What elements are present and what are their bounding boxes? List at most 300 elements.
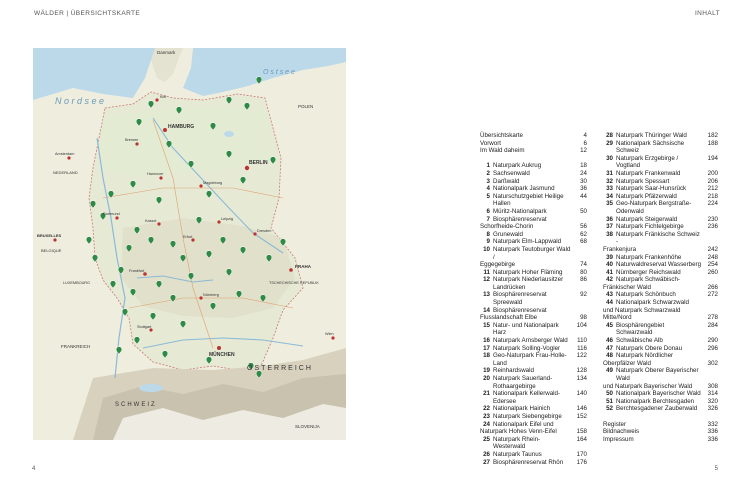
toc-entry-page: 296 <box>707 344 718 352</box>
label-wien: Wien <box>325 332 334 336</box>
label-tschechien: TSCHECHISCHE REPUBLIK <box>269 281 319 285</box>
toc-entry-title: Sachsenwald <box>493 169 530 177</box>
toc-entry-page: 284 <box>707 321 718 329</box>
toc-entry <box>480 170 587 178</box>
toc-entry-page: 248 <box>707 253 718 261</box>
toc-entry-page: 254 <box>707 261 718 269</box>
toc-entry <box>603 132 718 140</box>
toc-entry-title: Nationalpark Jasmund <box>493 185 555 193</box>
toc-spacer <box>603 413 718 421</box>
toc-entry-number: 13 <box>483 291 490 299</box>
toc-entry <box>480 314 587 322</box>
toc-entry-title: und Naturpark Schwarzwald <box>603 306 681 314</box>
toc-entry-title: Biosphärenreservat Rhön <box>493 458 564 466</box>
toc-entry-page: 56 <box>580 223 587 231</box>
label-bremen: Bremen <box>125 138 139 142</box>
toc-entry <box>603 352 718 360</box>
germany-map-graphic <box>33 48 346 440</box>
toc-entry-page: 152 <box>576 412 587 420</box>
toc-entry <box>603 155 718 170</box>
toc-entry-page: 74 <box>580 261 587 269</box>
toc-entry-title: Naturwaldreservat Wasserberg <box>616 261 702 269</box>
toc-entry-page: 44 <box>580 192 587 200</box>
city-dot-berlin <box>245 166 249 170</box>
toc-entry-title: Naturpark Obere Donau <box>616 344 683 352</box>
toc-entry <box>603 231 718 246</box>
label-frankreich: FRANKREICH <box>61 344 91 349</box>
toc-entry-title: Naturpark Oberer Bayerischer Wald <box>616 367 699 382</box>
toc-entry-page: 308 <box>707 382 718 390</box>
toc-entry-number: 39 <box>606 253 613 261</box>
city-dot-muenchen <box>217 346 221 350</box>
toc-entry-number: 49 <box>606 367 613 375</box>
toc-entry-title: Impressum <box>603 435 634 443</box>
toc-entry <box>603 428 718 436</box>
label-kiel: Kiel <box>160 95 167 99</box>
toc-spacer <box>480 155 587 163</box>
city-dot-kassel <box>157 222 160 225</box>
toc-entry-page: 80 <box>580 268 587 276</box>
label-dresden: Dresden <box>257 229 272 233</box>
toc-entry-number: 5 <box>486 192 490 200</box>
toc-entry-page: 320 <box>707 397 718 405</box>
toc-entry-page: 326 <box>707 405 718 413</box>
toc-entry-title: und Naturpark Bayerischer Wald <box>603 382 693 390</box>
toc-entry-title: Reinhardswald <box>493 367 534 375</box>
toc-entry-title: Schorfheide-Chorin <box>480 223 534 231</box>
toc-entry-title: Naturpark Arnsberger Wald <box>493 337 568 345</box>
running-header-right: INHALT <box>694 10 720 17</box>
toc-entry-title: Schwäbische Alb <box>616 337 663 345</box>
toc-entry-title: Naturpark Thüringer Wald <box>616 132 687 139</box>
toc-entry <box>603 178 718 186</box>
toc-entry-page: 314 <box>707 390 718 398</box>
toc-entry <box>480 307 587 315</box>
toc-entry-number: 37 <box>606 223 613 231</box>
toc-entry <box>480 322 587 337</box>
toc-entry-number: 40 <box>606 261 613 269</box>
toc-entry <box>603 170 718 178</box>
toc-entry <box>603 193 718 201</box>
toc-entry-title: Naturpark Frankenhöhe <box>616 253 682 261</box>
toc-entry <box>603 322 718 337</box>
toc-entry-number: 19 <box>483 367 490 375</box>
toc-entry-page: 62 <box>580 230 587 238</box>
toc-entry <box>480 178 587 186</box>
page-number-left: 4 <box>32 466 36 472</box>
toc-entry-page: 98 <box>580 314 587 322</box>
toc-entry-title: Müritz-Nationalpark <box>493 207 547 215</box>
toc-entry-number: 17 <box>483 344 490 352</box>
toc-entry-number: 28 <box>606 132 613 139</box>
toc-entry-number: 34 <box>606 192 613 200</box>
toc-entry-page: 122 <box>576 352 587 360</box>
toc-entry-number: 26 <box>483 450 490 458</box>
toc-entry-page: 164 <box>576 435 587 443</box>
toc-entry-page: 336 <box>707 435 718 443</box>
toc-entry-title: Geo-Naturpark Frau-Holle-Land <box>493 352 567 367</box>
toc-entry-number: 46 <box>606 337 613 345</box>
toc-entry <box>480 269 587 277</box>
toc-entry-page: 188 <box>707 139 718 147</box>
toc-entry-page: 36 <box>580 185 587 193</box>
toc-entry-page: 242 <box>707 245 718 253</box>
toc-entry-page: 18 <box>580 162 587 170</box>
label-erfurt: Erfurt <box>183 235 193 239</box>
toc-entry <box>480 352 587 367</box>
toc-entry-title: Register <box>603 420 627 428</box>
toc-entry-page: 128 <box>576 367 587 375</box>
overview-map <box>33 48 346 440</box>
toc-entry-page: 176 <box>576 458 587 466</box>
toc-entry-title: Geo-Naturpark Bergstraße-Odenwald <box>616 200 692 215</box>
toc-entry <box>480 451 587 459</box>
toc-entry-number: 41 <box>606 268 613 276</box>
toc-entry <box>480 375 587 390</box>
toc-entry-title: Naturpark Nördlicher <box>616 352 674 360</box>
toc-entry-title: Naturpark Frankenwald <box>616 169 681 177</box>
toc-entry <box>480 390 587 405</box>
toc-entry-title: Biosphärengebiet Schwarzwald <box>616 321 665 337</box>
toc-entry-number: 9 <box>486 238 490 246</box>
toc-entry-title: Vorwort <box>480 139 501 147</box>
label-amsterdam: Amsterdam <box>55 152 75 156</box>
toc-entry-number: 7 <box>486 215 490 223</box>
toc-entry-title: Biosphärenreservat <box>493 215 547 223</box>
toc-entry <box>603 345 718 353</box>
toc-entry-page: 278 <box>707 314 718 322</box>
toc-entry-number: 24 <box>483 420 490 428</box>
toc-entry-title: Bildnachweis <box>603 428 640 436</box>
toc-entry-page: 236 <box>707 223 718 231</box>
toc-entry-title: Naturpark Hoher Fläming <box>493 268 563 276</box>
toc-entry-title: Naturpark Teutoburger Wald / <box>493 245 571 261</box>
toc-entry-title: Natur- und Nationalpark Harz <box>493 321 559 337</box>
toc-entry-title: Naturpark Fichtelgebirge <box>616 223 684 231</box>
toc-entry-title: Nürnberger Reichswald <box>616 268 681 276</box>
toc-entry-title: Naturpark Aukrug <box>493 162 542 170</box>
toc-entry <box>480 459 587 467</box>
toc-entry <box>480 147 587 155</box>
toc-entry-title: Naturpark Schwäbisch- <box>616 276 680 284</box>
toc-entry-number: 43 <box>606 291 613 299</box>
toc-entry <box>603 261 718 269</box>
toc-entry <box>603 246 718 254</box>
toc-entry-number: 52 <box>606 405 613 413</box>
toc-entry <box>480 208 587 216</box>
toc-entry-title: Naturpark Sauerland-Rothaargebirge <box>493 375 553 390</box>
toc-entry-number: 4 <box>486 185 490 193</box>
toc-entry-number: 2 <box>486 169 490 177</box>
bodensee <box>139 384 163 392</box>
toc-entry <box>603 299 718 307</box>
toc-entry-title: Naturpark Pfälzerwald <box>616 192 677 200</box>
toc-entry-number: 3 <box>486 177 490 185</box>
label-frankfurt: Frankfurt <box>129 269 145 273</box>
toc-entry-title: Naturpark Spessart <box>616 177 670 185</box>
toc-entry-page: 182 <box>707 132 718 139</box>
toc-entry <box>603 337 718 345</box>
label-hamburg: HAMBURG <box>168 124 195 130</box>
toc-entry <box>480 367 587 375</box>
toc-entry-page: 30 <box>580 177 587 185</box>
toc-entry-number: 44 <box>606 299 613 307</box>
label-stuttgart: Stuttgart <box>137 325 152 329</box>
toc-entry-number: 8 <box>486 230 490 238</box>
toc-entry-title: Mitte/Nord <box>603 314 632 322</box>
label-berlin: BERLIN <box>249 160 268 166</box>
toc-entry-page: 200 <box>707 169 718 177</box>
toc-entry-page: 116 <box>577 344 587 352</box>
toc-entry-page: 230 <box>707 215 718 223</box>
toc-entry-number: 50 <box>606 390 613 398</box>
toc-entry-title: Nationalpark Eifel und <box>493 420 554 428</box>
toc-entry <box>603 383 718 391</box>
toc-column-left <box>480 132 587 466</box>
toc-entry <box>603 269 718 277</box>
toc-entry-number: 25 <box>483 435 490 443</box>
label-nuernberg: Nürnberg <box>203 293 219 297</box>
toc-entry-page: 86 <box>580 276 587 284</box>
mueritz-lake <box>224 131 234 137</box>
toc-entry-title: Grunewald <box>493 230 523 238</box>
toc-entry-page: 146 <box>576 405 587 413</box>
toc-entry-number: 31 <box>606 169 613 177</box>
toc-entry <box>603 390 718 398</box>
toc-entry-number: 22 <box>483 405 490 413</box>
toc-entry <box>480 261 587 269</box>
label-danmark: Danmark <box>157 50 176 55</box>
toc-entry-title: Flusslandschaft Elbe <box>480 314 538 322</box>
toc-entry-title: Naturpark Taunus <box>493 450 542 458</box>
toc-entry <box>480 246 587 261</box>
toc-entry-page: 332 <box>707 420 718 428</box>
toc-entry-page: 194 <box>707 154 718 162</box>
city-dot-praha <box>289 268 293 272</box>
toc-entry-page: 224 <box>707 200 718 208</box>
toc-entry-number: 27 <box>483 458 490 466</box>
toc-entry-number: 15 <box>483 321 490 329</box>
toc-entry-title: Nationalpark Bayerischer Wald <box>616 390 701 398</box>
label-dortmund: Dortmund <box>103 212 120 216</box>
toc-entry-title: Nationalpark Hainich <box>493 405 551 413</box>
toc-entry-number: 1 <box>486 162 490 170</box>
toc-entry <box>480 276 587 291</box>
toc-entry <box>480 193 587 208</box>
toc-entry-title: Nationalpark Schwarzwald <box>616 299 689 307</box>
toc-entry <box>603 223 718 231</box>
toc-entry-title: Nationalpark Sächsische Schweiz <box>616 139 685 155</box>
toc-entry <box>603 405 718 413</box>
toc-entry-page: 134 <box>576 375 587 382</box>
toc-entry-page: 212 <box>707 185 718 193</box>
toc-entry <box>603 284 718 292</box>
toc-entry <box>603 216 718 224</box>
toc-entry-number: 20 <box>483 375 490 382</box>
toc-entry-number: 29 <box>606 139 613 147</box>
toc-entry-title: Oberpfälzer Wald <box>603 359 651 367</box>
city-dot-wien <box>331 336 334 339</box>
toc-entry <box>603 421 718 429</box>
toc-entry-number: 48 <box>606 352 613 360</box>
toc-entry <box>603 307 718 315</box>
toc-entry-page: 218 <box>707 192 718 200</box>
toc-entry <box>603 360 718 368</box>
toc-entry <box>480 345 587 353</box>
toc-entry-page: 206 <box>707 177 718 185</box>
toc-entry <box>480 337 587 345</box>
label-praha: PRAHA <box>295 264 312 269</box>
toc-entry-number: 47 <box>606 344 613 352</box>
toc-entry-title: Naturpark Solling-Vogler <box>493 344 561 352</box>
toc-entry-number: 10 <box>483 245 490 253</box>
toc-entry <box>603 276 718 284</box>
toc-entry-page: 104 <box>576 321 587 329</box>
label-oesterreich: ÖSTERREICH <box>247 365 313 372</box>
city-dot-hannover <box>159 176 162 179</box>
toc-entry <box>480 291 587 306</box>
city-dot-hamburg <box>163 128 167 132</box>
toc-entry-title: Berchtesgadener Zauberwald <box>616 405 698 413</box>
toc-entry <box>603 140 718 155</box>
label-luxembourg: LUXEMBOURG <box>63 281 91 285</box>
label-muenchen: MÜNCHEN <box>209 352 235 358</box>
toc-entry-number: 38 <box>606 230 613 238</box>
label-polen: POLEN <box>298 104 314 109</box>
toc-entry-page: 302 <box>707 359 718 367</box>
toc-entry <box>480 216 587 224</box>
toc-entry <box>480 185 587 193</box>
toc-entry <box>480 413 587 421</box>
toc-entry <box>603 398 718 406</box>
toc-entry-page: 24 <box>580 169 587 177</box>
toc-entry-number: 51 <box>606 397 613 405</box>
toc-entry-title: Naturpark Siebengebirge <box>493 412 562 420</box>
toc-entry-title: Naturpark Schönbuch <box>616 291 676 299</box>
toc-entry <box>480 140 587 148</box>
city-dot-bruxelles <box>53 238 56 241</box>
toc-entry-title: Biosphärenreservat Spreewald <box>493 291 547 307</box>
toc-entry-title: Übersichtskarte <box>480 132 523 139</box>
toc-entry <box>603 291 718 299</box>
toc-entry-number: 35 <box>606 200 613 208</box>
toc-column-right <box>603 132 718 443</box>
toc-entry <box>603 436 718 444</box>
toc-entry <box>480 421 587 429</box>
city-dot-bremen <box>135 142 138 145</box>
toc-entry-page: 170 <box>576 450 587 458</box>
toc-entry-page: 272 <box>707 291 718 299</box>
city-dot-kiel <box>155 98 158 101</box>
toc-entry-page: 4 <box>583 132 587 139</box>
toc-entry-title: Naturpark Elm-Lappwald <box>493 238 562 246</box>
toc-entry-number: 11 <box>483 268 490 276</box>
toc-entry-number: 18 <box>483 352 490 360</box>
toc-entry-number: 21 <box>483 390 490 398</box>
label-ostsee: O s t s e e <box>263 69 295 76</box>
toc-entry <box>480 436 587 451</box>
toc-entry-number: 33 <box>606 185 613 193</box>
toc-entry <box>603 254 718 262</box>
toc-entry-title: Darßwald <box>493 177 520 185</box>
label-belgique: BELGIQUE <box>41 248 62 253</box>
label-bruxelles: BRUXELLES <box>37 233 62 238</box>
toc-entry-title: Naturpark Fränkische Schweiz - <box>616 230 700 246</box>
toc-entry <box>603 185 718 193</box>
toc-entry-number: 12 <box>483 276 490 284</box>
toc-entry-page: 140 <box>576 390 587 398</box>
toc-entry-title: Naturpark Steigerwald <box>616 215 678 223</box>
toc-entry-page: 290 <box>707 337 718 345</box>
label-leipzig: Leipzig <box>221 217 234 221</box>
toc-entry-title: Naturpark Erzgebirge / Vogtland <box>616 154 679 170</box>
toc-entry-number: 16 <box>483 337 490 345</box>
label-slovenija: SLOVENIJA <box>295 424 320 429</box>
toc-entry <box>480 162 587 170</box>
label-nederland: NEDERLAND <box>53 170 78 175</box>
toc-entry-number: 23 <box>483 412 490 420</box>
label-nordsee: N o r d s e e <box>55 96 105 106</box>
toc-entry-title: Frankenjura <box>603 245 637 253</box>
toc-entry <box>603 314 718 322</box>
toc-entry-number: 6 <box>486 207 490 215</box>
city-dot-amsterdam <box>67 156 70 159</box>
toc-entry-page: 68 <box>580 238 587 246</box>
toc-entry-title: Eggegebirge <box>480 261 516 269</box>
label-schweiz: SCHWEIZ <box>115 402 157 408</box>
city-dot-dortmund <box>115 216 118 219</box>
toc-entry-page: 158 <box>576 428 587 436</box>
toc-entry <box>480 405 587 413</box>
toc-entry-page: 336 <box>707 428 718 436</box>
running-header-left: WÄLDER | ÜBERSICHTSKARTE <box>34 10 141 17</box>
toc-entry <box>603 367 718 382</box>
toc-entry-title: Biosphärenreservat <box>493 306 547 314</box>
toc-entry-title: Naturpark Rhein-Westerwald <box>493 435 541 451</box>
toc-entry-title: Fränkischer Wald <box>603 283 651 291</box>
toc-entry-page: 12 <box>580 147 587 155</box>
toc-entry <box>480 231 587 239</box>
page-number-right: 5 <box>714 466 718 472</box>
toc-entry-title: Naturpark Saar-Hunsrück <box>616 185 687 193</box>
toc-entry-page: 266 <box>707 283 718 291</box>
toc-entry-title: Naturschutzgebiet Heilige Hallen <box>493 192 564 208</box>
toc-entry-number: 45 <box>606 321 613 329</box>
toc-entry-title: Im Wald daheim <box>480 147 525 155</box>
toc-entry-page: 92 <box>580 291 587 299</box>
toc-entry-page: 6 <box>583 139 587 147</box>
label-hannover: Hannover <box>147 172 164 176</box>
toc-entry <box>480 223 587 231</box>
toc-entry-title: Nationalpark Berchtesgaden <box>616 397 695 405</box>
toc-entry-page: 110 <box>577 337 587 345</box>
toc-entry-number: 14 <box>483 306 490 314</box>
toc-entry <box>480 238 587 246</box>
toc-entry-number: 42 <box>606 276 613 284</box>
label-magdeburg: Magdeburg <box>203 181 223 185</box>
toc-entry-page: 260 <box>707 268 718 276</box>
toc-entry-title: Naturpark Hohes Venn-Eifel <box>480 428 557 436</box>
label-kassel: Kassel <box>145 219 157 223</box>
toc-entry <box>603 200 718 215</box>
toc-entry-number: 36 <box>606 215 613 223</box>
toc-entry-page: 50 <box>580 207 587 215</box>
toc-entry-title: Nationalpark Kellerwald-Edersee <box>493 390 561 405</box>
toc-entry-number: 32 <box>606 177 613 185</box>
toc-entry-number: 30 <box>606 154 613 162</box>
toc-entry <box>480 428 587 436</box>
toc-entry-title: Naturpark Niederlausitzer Landrücken <box>493 276 564 291</box>
